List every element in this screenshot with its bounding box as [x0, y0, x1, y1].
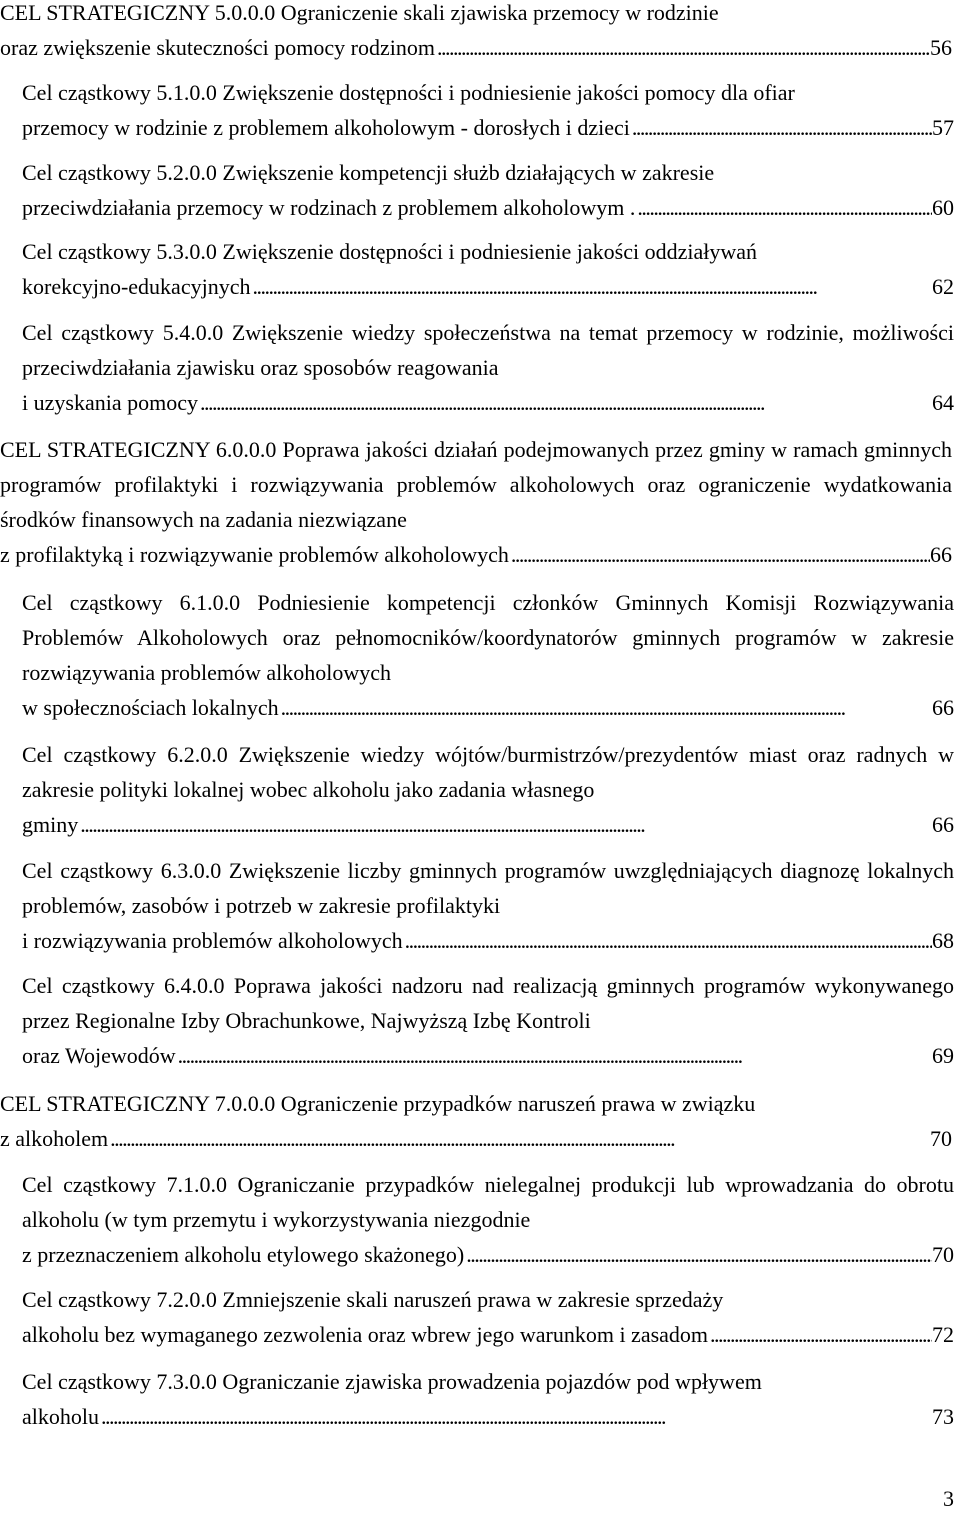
toc-entry[interactable]	[22, 1282, 954, 1352]
toc-page-number: 66	[932, 812, 954, 837]
toc-page-number: 64	[932, 390, 954, 415]
toc-entry[interactable]	[0, 0, 952, 65]
toc-page-number: 70	[930, 1126, 952, 1151]
dot-leader	[435, 30, 930, 65]
toc-entry-last-line: z profilaktyką i rozwiązywanie problemów alkoholowych	[0, 542, 509, 567]
toc-entry-text: Cel cząstkowy 5.4.0.0 Zwiększenie wiedzy społeczeństwa na temat przemocy w rodzinie, możliwości przeciwdziałania zjawisku oraz sposobów reagowania	[22, 320, 954, 380]
dot-leader	[250, 269, 932, 304]
dot-leader	[198, 385, 932, 420]
toc-entry-last-line: oraz Wojewodów	[22, 1043, 176, 1068]
toc-page-number: 66	[932, 695, 954, 720]
toc-page-number: 66	[930, 542, 952, 567]
toc-page-number: 57	[932, 115, 954, 140]
dot-leader	[176, 1038, 932, 1073]
toc-entry-last-line: przemocy w rodzinie z problemem alkoholowym - dorosłych i dzieci	[22, 115, 630, 140]
toc-entry-text: Cel cząstkowy 5.2.0.0 Zwiększenie kompetencji służb działających w zakresie	[22, 160, 715, 185]
toc-entry-text: CEL STRATEGICZNY 5.0.0.0 Ograniczenie skali zjawiska przemocy w rodzinie	[0, 0, 719, 25]
toc-entry-last-line: alkoholu bez wymaganego zezwolenia oraz wbrew jego warunkom i zasadom	[22, 1322, 709, 1347]
toc-entry-text: Cel cząstkowy 6.1.0.0 Podniesienie kompetencji członków Gminnych Komisji Rozwiązywania Problemów Alkoholowych oraz pełnomocników/koordynatorów gminnych programów w zakresie rozwiązywania problemów alkoholowych	[22, 590, 954, 685]
dot-leader	[403, 923, 932, 958]
toc-entry-last-line: z alkoholem	[0, 1126, 109, 1151]
dot-leader	[635, 190, 932, 225]
toc-entry[interactable]	[0, 432, 952, 572]
toc-entry-text: Cel cząstkowy 5.3.0.0 Zwiększenie dostępności i podniesienie jakości oddziaływań	[22, 239, 757, 264]
toc-page-number: 69	[932, 1043, 954, 1068]
dot-leader	[630, 110, 932, 145]
toc-entry[interactable]	[22, 1364, 954, 1434]
toc-page-number: 70	[932, 1242, 954, 1267]
toc-entry[interactable]	[0, 1086, 952, 1156]
toc-entry-text: Cel cząstkowy 7.3.0.0 Ograniczanie zjawiska prowadzenia pojazdów pod wpływem	[22, 1369, 762, 1394]
dot-leader	[464, 1237, 932, 1272]
toc-entry-last-line: przeciwdziałania przemocy w rodzinach z problemem alkoholowym .	[22, 195, 636, 220]
toc-entry-text: Cel cząstkowy 5.1.0.0 Zwiększenie dostępności i podniesienie jakości pomocy dla ofiar	[22, 80, 795, 105]
toc-page-number: 62	[932, 274, 954, 299]
toc-entry-last-line: z przeznaczeniem alkoholu etylowego skażonego)	[22, 1242, 465, 1267]
toc-entry-last-line: i uzyskania pomocy	[22, 390, 198, 415]
toc-page-number: 68	[932, 928, 954, 953]
toc-page-number: 73	[932, 1404, 954, 1429]
toc-entry[interactable]	[22, 75, 954, 145]
toc-page-number: 60	[932, 195, 954, 220]
toc-entry-text: Cel cząstkowy 7.2.0.0 Zmniejszenie skali naruszeń prawa w zakresie sprzedaży	[22, 1287, 724, 1312]
toc-entry[interactable]	[22, 853, 954, 958]
toc-entry[interactable]	[22, 968, 954, 1073]
toc-entry-last-line: korekcyjno-edukacyjnych	[22, 274, 251, 299]
toc-entry-last-line: alkoholu	[22, 1404, 99, 1429]
toc-entry[interactable]	[22, 585, 954, 725]
toc-entry-text: CEL STRATEGICZNY 7.0.0.0 Ograniczenie przypadków naruszeń prawa w związku	[0, 1091, 756, 1116]
dot-leader	[108, 1121, 930, 1156]
toc-entry-text: CEL STRATEGICZNY 6.0.0.0 Poprawa jakości działań podejmowanych przez gminy w ramach gminnych programów profilaktyki i rozwiązywania problemów alkoholowych oraz ograniczenie wydatkowania środków finansowych na zadania niezwiązane	[0, 437, 952, 532]
toc-entry[interactable]	[22, 155, 954, 225]
toc-entry[interactable]	[22, 1167, 954, 1272]
dot-leader	[279, 690, 932, 725]
dot-leader	[78, 807, 932, 842]
toc-entry-text: Cel cząstkowy 7.1.0.0 Ograniczanie przypadków nielegalnej produkcji lub wprowadzania do obrotu alkoholu (w tym przemytu i wykorzystywania niezgodnie	[22, 1172, 954, 1232]
dot-leader	[708, 1317, 932, 1352]
page-number: 3	[943, 1486, 954, 1511]
toc-entry-last-line: w społecznościach lokalnych	[22, 695, 279, 720]
toc-entry-last-line: oraz zwiększenie skuteczności pomocy rodzinom	[0, 35, 435, 60]
dot-leader	[509, 537, 930, 572]
toc-entry-last-line: gminy	[22, 812, 79, 837]
toc-entry[interactable]	[22, 315, 954, 420]
toc-page-number: 56	[930, 35, 952, 60]
toc-entry[interactable]	[22, 234, 954, 304]
toc-entry-last-line: i rozwiązywania problemów alkoholowych	[22, 928, 403, 953]
toc-entry-text: Cel cząstkowy 6.2.0.0 Zwiększenie wiedzy wójtów/burmistrzów/prezydentów miast oraz radnych w zakresie polityki lokalnej wobec alkoholu jako zadania własnego	[22, 742, 954, 802]
toc-entry-text: Cel cząstkowy 6.4.0.0 Poprawa jakości nadzoru nad realizacją gminnych programów wykonywanego przez Regionalne Izby Obrachunkowe, Najwyższą Izbę Kontroli	[22, 973, 954, 1033]
dot-leader	[99, 1399, 932, 1434]
toc-page-number: 72	[932, 1322, 954, 1347]
toc-entry-text: Cel cząstkowy 6.3.0.0 Zwiększenie liczby gminnych programów uwzględniających diagnozę lokalnych problemów, zasobów i potrzeb w zakresie profilaktyki	[22, 858, 954, 918]
toc-entry[interactable]	[22, 737, 954, 842]
